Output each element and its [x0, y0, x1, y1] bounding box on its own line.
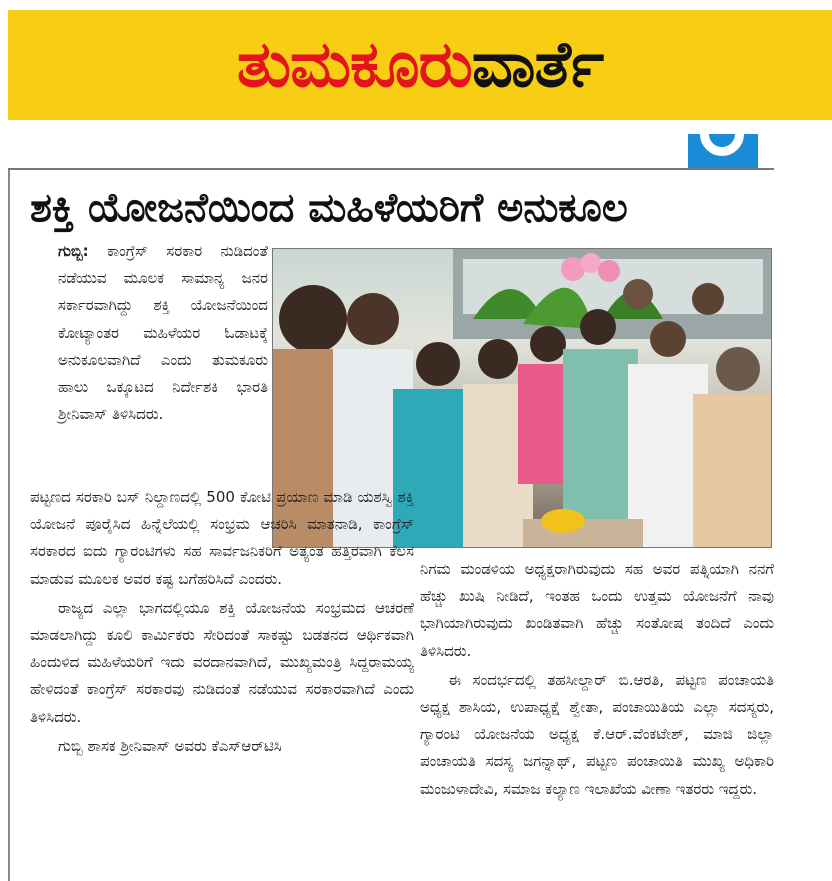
blue-logo-fragment: [688, 134, 758, 170]
article-column-left-top: [30, 238, 268, 476]
article-paragraph-5: ನಿಗಮ ಮಂಡಳಿಯ ಅಧ್ಯಕ್ಷರಾಗಿರುವುದು ಸಹ ಅವರ ಪತ್ನಿಯಾಗಿ ನನಗೆ ಹೆಚ್ಚು ಖುಷಿ ನೀಡಿದೆ, ಇಂತಹ ಒಂದು ಉತ್ತಮ ಯೋಜನೆಗೆ ನಾವು ಭಾಗಿಯಾಗಿರುವುದು ಖಂಡಿತವಾಗಿ ಹೆಚ್ಚು ಸಂತೋಷ ತಂದಿದೆ ಎಂದು ತಿಳಿಸಿದರು.: [420, 560, 774, 660]
article-paragraph-2: ಪಟ್ಟಣದ ಸರಕಾರಿ ಬಸ್ ನಿಲ್ದಾಣದಲ್ಲಿ 500 ಕೋಟಿ ಪ್ರಯಾಣ ಮಾಡಿ ಯಶಸ್ವಿ ಶಕ್ತಿ ಯೋಜನೆ ಪೂರೈಸಿದ ಹಿನ್ನೆಲೆಯಲ್ಲಿ ಸಂಭ್ರಮ ಆಚರಿಸಿ ಮಾತನಾಡಿ, ಕಾಂಗ್ರೆಸ್ ಸರಕಾರದ ಐದು ಗ್ಯಾರಂಟಿಗಳು ಸಹ ಸಾರ್ವಜನಿಕರಿಗೆ ಅತ್ಯಂತ ಹತ್ತಿರವಾಗಿ ಕೆಲಸ ಮಾಡುವ ಮೂಲಕ ಅವರ ಕಷ್ಟ ಬಗೆಹರಿಸಿದೆ ಎಂದರು.: [30, 488, 414, 588]
article-paragraph-3: ರಾಜ್ಯದ ಎಲ್ಲಾ ಭಾಗದಲ್ಲಿಯೂ ಶಕ್ತಿ ಯೋಜನೆಯ ಸಂಭ್ರಮದ ಆಚರಣೆ ಮಾಡಲಾಗಿದ್ದು ಕೂಲಿ ಕಾರ್ಮಿಕರು ಸೇರಿದಂತೆ ಸಾಕಷ್ಟು ಬಡತನದ ಆರ್ಥಿಕವಾಗಿ ಹಿಂದುಳಿದ ಮಹಿಳೆಯರಿಗೆ ಇದು ವರದಾನವಾಗಿದೆ, ಮುಖ್ಯಮಂತ್ರಿ ಸಿದ್ದರಾಮಯ್ಯ ಹೇಳಿದಂತೆ ಕಾಂಗ್ರೆಸ್ ಸರಕಾರವು ನುಡಿದಂತೆ ನಡೆಯುವ ಸರಕಾರವಾಗಿದೆ ಎಂದು ತಿಳಿಸಿದರು.: [30, 598, 414, 726]
masthead: [8, 10, 832, 120]
article-headline: ಶಕ್ತಿ ಯೋಜನೆಯಿಂದ ಮಹಿಳೆಯರಿಗೆ ಅನುಕೂಲ: [30, 185, 628, 231]
left-rule: [8, 170, 10, 881]
newspaper-title: [236, 28, 604, 102]
title-black-part: ವಾರ್ತೆ: [471, 28, 604, 102]
circle-logo-icon: [700, 134, 744, 156]
article-column-left: [30, 484, 414, 876]
article-paragraph-4: ಗುಬ್ಬಿ ಶಾಸಕ ಶ್ರೀನಿವಾಸ್ ಅವರು ಕೆಎಸ್‌ಆರ್‌ಟಿಸಿ: [58, 736, 282, 755]
title-red-part: ತುಮಕೂರು: [236, 28, 472, 102]
article-paragraph-1: [30, 238, 268, 428]
paragraph-1-text: ಕಾಂಗ್ರೆಸ್ ಸರಕಾರ ನುಡಿದಂತೆ ನಡೆಯುವ ಮೂಲಕ ಸಾಮಾನ್ಯ ಜನರ ಸರ್ಕಾರವಾಗಿದ್ದು ಶಕ್ತಿ ಯೋಜನೆಯಿಂದ ಕೋಟ್ಯಾಂತರ ಮಹಿಳೆಯರ ಓಡಾಟಕ್ಕೆ ಅನುಕೂಲವಾಗಿದೆ ಎಂದು ತುಮಕೂರು ಹಾಲು ಒಕ್ಕೂಟದ ನಿರ್ದೇಶಕಿ ಭಾರತಿ ಶ್ರೀನಿವಾಸ್ ತಿಳಿಸಿದರು.: [58, 242, 268, 424]
top-rule: [8, 168, 774, 170]
dateline: ಗುಬ್ಬಿ:: [58, 242, 89, 260]
article-paragraph-6: ಈ ಸಂದರ್ಭದಲ್ಲಿ ತಹಸೀಲ್ದಾರ್ ಬಿ.ಆರತಿ, ಪಟ್ಟಣ ಪಂಚಾಯತಿ ಅಧ್ಯಕ್ಷ ಶಾಸಿಯ, ಉಪಾಧ್ಯಕ್ಷೆ ಶ್ವೇತಾ, ಪಂಚಾಯಿತಿಯ ಎಲ್ಲಾ ಸದಸ್ಯರು, ಗ್ಯಾರಂಟಿ ಯೋಜನೆಯ ಅಧ್ಯಕ್ಷ ಕೆ.ಆರ್.ವೆಂಕಟೇಶ್, ಮಾಜಿ ಜಿಲ್ಲಾ ಪಂಚಾಯತಿ ಸದಸ್ಯ ಜಗನ್ನಾಥ್, ಪಟ್ಟಣ ಪಂಚಾಯಿತಿ ಮುಖ್ಯ ಅಧಿಕಾರಿ ಮಂಜುಳಾದೇವಿ, ಸಮಾಜ ಕಲ್ಯಾಣ ಇಲಾಖೆಯ ವೀಣಾ ಇತರರು ಇದ್ದರು.: [420, 670, 774, 798]
article-column-right: [420, 556, 774, 878]
